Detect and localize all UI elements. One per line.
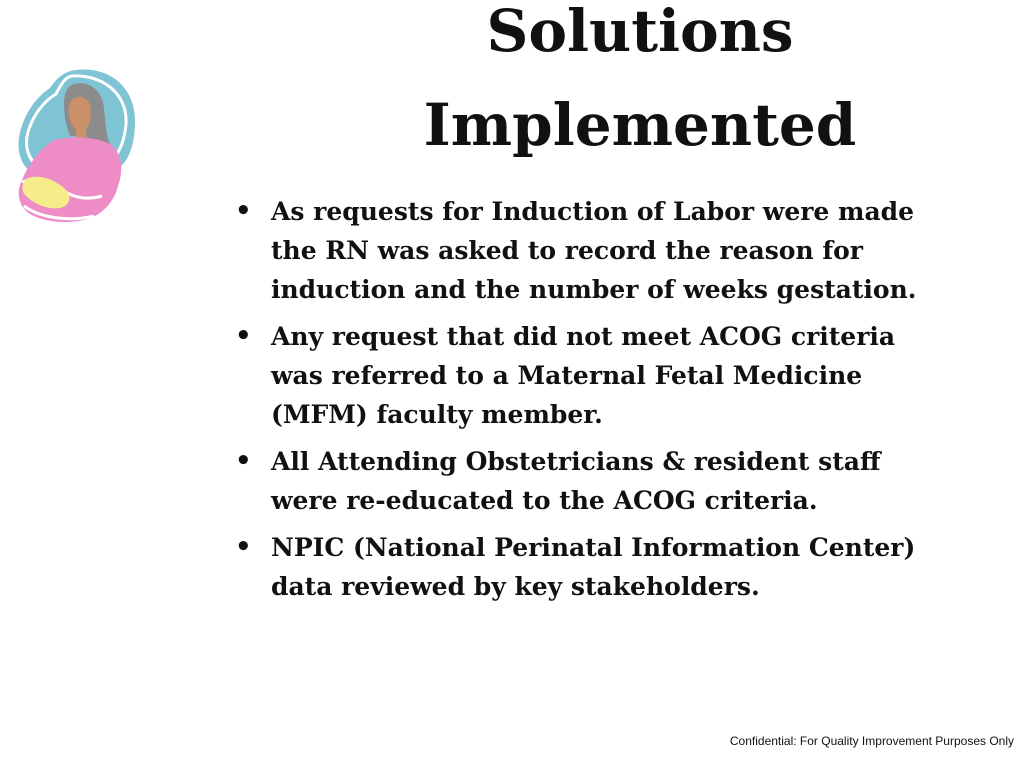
bullet-icon: •	[235, 532, 252, 562]
title-line-2: Implemented	[423, 91, 857, 159]
bullet-item	[233, 192, 953, 309]
bullet-list	[233, 192, 953, 614]
bullet-item	[233, 528, 953, 606]
bullet-text: All Attending Obstetricians & resident staff were re-educated to the ACOG criteria.	[271, 447, 881, 515]
bullet-icon: •	[235, 196, 252, 226]
bullet-text: Any request that did not meet ACOG criteria was referred to a Maternal Fetal Medicine (MFM) faculty member.	[271, 322, 896, 429]
bullet-icon: •	[235, 446, 252, 476]
confidential-footer: Confidential: For Quality Improvement Purposes Only	[729, 734, 1014, 748]
bullet-item	[233, 442, 953, 520]
bullet-text: NPIC (National Perinatal Information Center) data reviewed by key stakeholders.	[271, 533, 916, 601]
bullet-item	[233, 317, 953, 434]
bullet-text: As requests for Induction of Labor were made the RN was asked to record the reason for induction and the number of weeks gestation.	[271, 197, 917, 304]
title-line-1: Solutions	[486, 0, 794, 65]
bullet-icon: •	[235, 321, 252, 351]
slide-title	[300, 0, 980, 172]
mother-and-baby-icon	[14, 66, 138, 226]
